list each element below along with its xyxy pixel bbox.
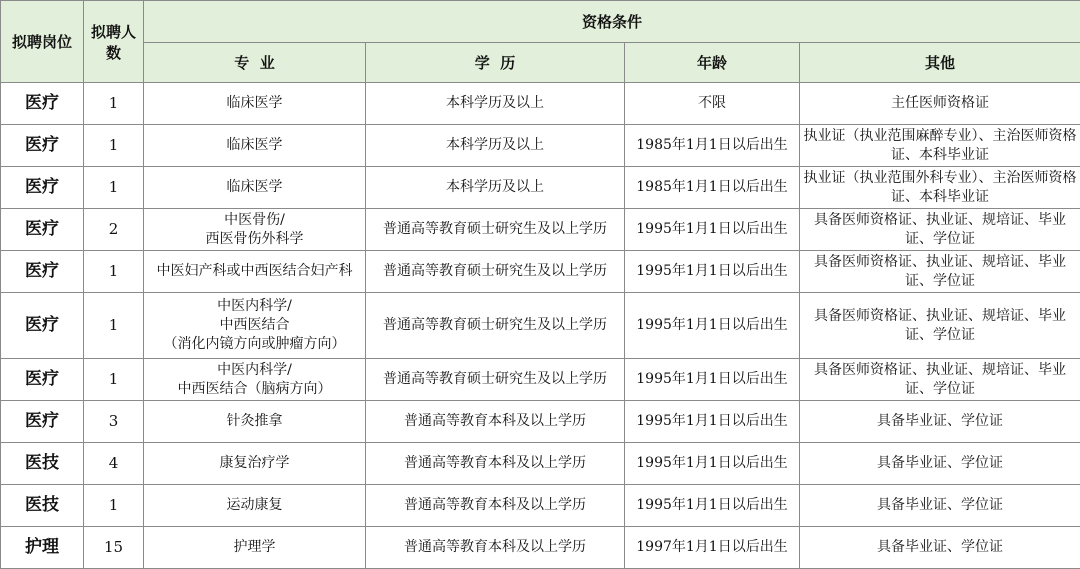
table-row: [1, 167, 1080, 209]
cell-major: 中医内科学/ 中西医结合 （消化内镜方向或肿瘤方向）: [144, 293, 366, 359]
cell-headcount: 15: [84, 527, 144, 569]
cell-headcount: 3: [84, 401, 144, 443]
cell-age: 1997年1月1日以后出生: [625, 527, 800, 569]
cell-major: 运动康复: [144, 485, 366, 527]
cell-age: 1995年1月1日以后出生: [625, 251, 800, 293]
table-row: [1, 359, 1080, 401]
cell-other: 具备毕业证、学位证: [800, 443, 1080, 485]
header-row-sub: [1, 43, 1080, 83]
cell-major: 中医内科学/ 中西医结合（脑病方向）: [144, 359, 366, 401]
cell-headcount: 1: [84, 83, 144, 125]
cell-headcount: 1: [84, 167, 144, 209]
cell-age: 1995年1月1日以后出生: [625, 209, 800, 251]
cell-headcount: 2: [84, 209, 144, 251]
header-education: 学 历: [366, 43, 625, 83]
cell-age: 1995年1月1日以后出生: [625, 443, 800, 485]
cell-major: 针灸推拿: [144, 401, 366, 443]
cell-position: 医技: [1, 485, 84, 527]
header-row-top: [1, 1, 1080, 43]
cell-age: 1995年1月1日以后出生: [625, 293, 800, 359]
table-row: [1, 251, 1080, 293]
cell-age: 1995年1月1日以后出生: [625, 401, 800, 443]
cell-age: 1995年1月1日以后出生: [625, 359, 800, 401]
table-row: [1, 293, 1080, 359]
cell-age: 不限: [625, 83, 800, 125]
cell-position: 医疗: [1, 125, 84, 167]
cell-position: 医疗: [1, 359, 84, 401]
cell-education: 普通高等教育本科及以上学历: [366, 443, 625, 485]
cell-major: 中医妇产科或中西医结合妇产科: [144, 251, 366, 293]
cell-position: 医疗: [1, 209, 84, 251]
cell-position: 医疗: [1, 167, 84, 209]
cell-headcount: 1: [84, 359, 144, 401]
cell-position: 护理: [1, 527, 84, 569]
cell-position: 医技: [1, 443, 84, 485]
cell-other: 具备医师资格证、执业证、规培证、毕业证、学位证: [800, 209, 1080, 251]
header-age: 年龄: [625, 43, 800, 83]
cell-headcount: 1: [84, 293, 144, 359]
header-other: 其他: [800, 43, 1080, 83]
cell-education: 普通高等教育硕士研究生及以上学历: [366, 293, 625, 359]
cell-major: 护理学: [144, 527, 366, 569]
cell-other: 具备医师资格证、执业证、规培证、毕业证、学位证: [800, 251, 1080, 293]
cell-education: 普通高等教育硕士研究生及以上学历: [366, 209, 625, 251]
cell-major: 康复治疗学: [144, 443, 366, 485]
cell-education: 普通高等教育硕士研究生及以上学历: [366, 359, 625, 401]
cell-age: 1985年1月1日以后出生: [625, 167, 800, 209]
header-headcount: 拟聘人数: [84, 1, 144, 83]
cell-education: 普通高等教育本科及以上学历: [366, 485, 625, 527]
table-row: [1, 485, 1080, 527]
cell-major: 临床医学: [144, 83, 366, 125]
cell-headcount: 1: [84, 251, 144, 293]
cell-other: 具备毕业证、学位证: [800, 401, 1080, 443]
cell-education: 本科学历及以上: [366, 167, 625, 209]
cell-position: 医疗: [1, 251, 84, 293]
cell-other: 主任医师资格证: [800, 83, 1080, 125]
cell-other: 具备毕业证、学位证: [800, 485, 1080, 527]
table-header: [1, 1, 1080, 83]
cell-other: 具备医师资格证、执业证、规培证、毕业证、学位证: [800, 359, 1080, 401]
cell-position: 医疗: [1, 83, 84, 125]
table-row: [1, 125, 1080, 167]
cell-other: 执业证（执业范围外科专业）、主治医师资格证、本科毕业证: [800, 167, 1080, 209]
table-row: [1, 209, 1080, 251]
cell-position: 医疗: [1, 293, 84, 359]
table-row: [1, 401, 1080, 443]
table-body: [1, 83, 1080, 569]
cell-age: 1985年1月1日以后出生: [625, 125, 800, 167]
cell-education: 普通高等教育本科及以上学历: [366, 401, 625, 443]
cell-education: 普通高等教育硕士研究生及以上学历: [366, 251, 625, 293]
cell-other: 具备医师资格证、执业证、规培证、毕业证、学位证: [800, 293, 1080, 359]
header-position: 拟聘岗位: [1, 1, 84, 83]
cell-major: 中医骨伤/ 西医骨伤外科学: [144, 209, 366, 251]
header-major: 专 业: [144, 43, 366, 83]
cell-headcount: 4: [84, 443, 144, 485]
cell-age: 1995年1月1日以后出生: [625, 485, 800, 527]
table-row: [1, 443, 1080, 485]
cell-education: 普通高等教育本科及以上学历: [366, 527, 625, 569]
header-qualifications: 资格条件: [144, 1, 1080, 43]
cell-headcount: 1: [84, 125, 144, 167]
cell-education: 本科学历及以上: [366, 83, 625, 125]
cell-other: 具备毕业证、学位证: [800, 527, 1080, 569]
table-row: [1, 83, 1080, 125]
cell-major: 临床医学: [144, 125, 366, 167]
cell-headcount: 1: [84, 485, 144, 527]
cell-education: 本科学历及以上: [366, 125, 625, 167]
table-row: [1, 527, 1080, 569]
cell-position: 医疗: [1, 401, 84, 443]
cell-other: 执业证（执业范围麻醉专业）、主治医师资格证、本科毕业证: [800, 125, 1080, 167]
cell-major: 临床医学: [144, 167, 366, 209]
